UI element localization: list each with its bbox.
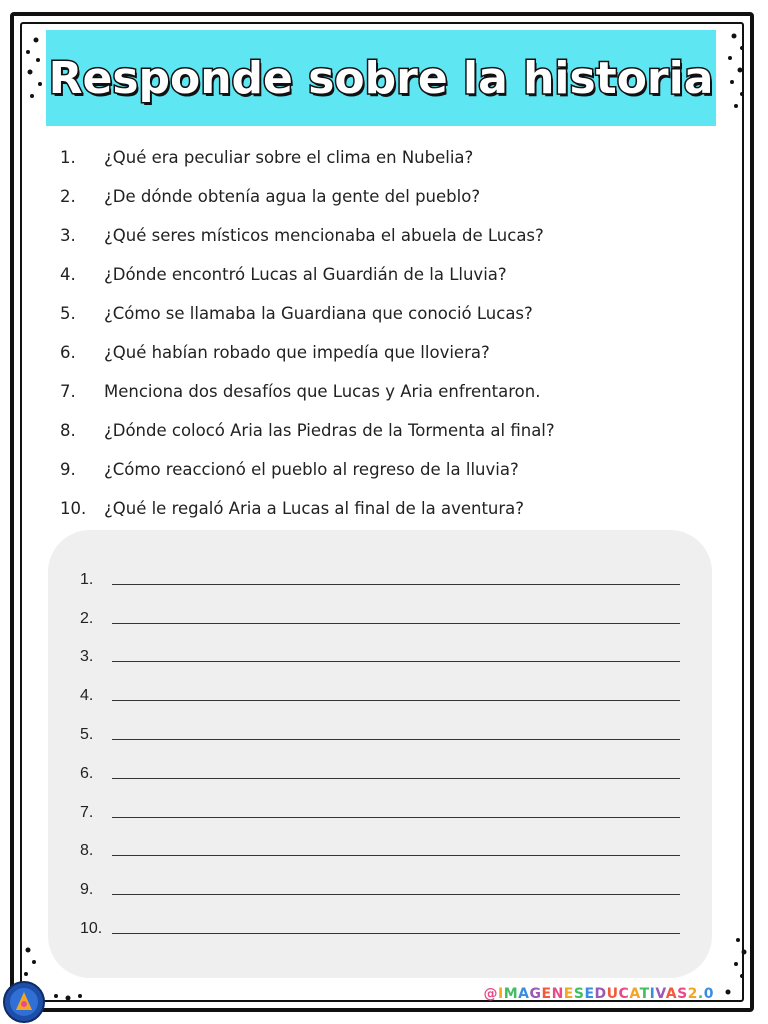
answer-number: 8. — [80, 842, 94, 860]
answer-line[interactable] — [112, 678, 680, 701]
question-number: 8. — [60, 421, 76, 440]
answer-number: 3. — [80, 648, 94, 666]
answer-row — [80, 591, 680, 630]
question-item — [60, 450, 720, 489]
question-number: 1. — [60, 148, 76, 167]
answer-row — [80, 630, 680, 669]
question-text: ¿Cómo reaccionó el pueblo al regreso de la lluvia? — [104, 460, 519, 479]
question-number: 5. — [60, 304, 76, 323]
answer-line[interactable] — [112, 833, 680, 856]
answer-line[interactable] — [112, 717, 680, 740]
answer-row — [80, 746, 680, 785]
question-text: ¿Qué le regaló Aria a Lucas al final de la aventura? — [104, 499, 525, 518]
answer-line[interactable] — [112, 639, 680, 662]
question-number: 10. — [60, 499, 87, 518]
question-number: 7. — [60, 382, 76, 401]
answer-row — [80, 552, 680, 591]
answer-list — [80, 552, 680, 940]
question-item — [60, 138, 720, 177]
brand-logo-icon — [2, 980, 46, 1024]
answer-number: 7. — [80, 803, 94, 821]
question-item — [60, 177, 720, 216]
question-text: ¿De dónde obtenía agua la gente del pueblo? — [104, 187, 481, 206]
question-list — [60, 138, 720, 528]
answer-number: 5. — [80, 725, 94, 743]
question-text: Menciona dos desafíos que Lucas y Aria enfrentaron. — [104, 382, 541, 401]
question-item — [60, 216, 720, 255]
question-item — [60, 294, 720, 333]
question-item — [60, 411, 720, 450]
answer-row — [80, 785, 680, 824]
question-item — [60, 255, 720, 294]
answer-line[interactable] — [112, 911, 680, 934]
answer-line[interactable] — [112, 872, 680, 895]
answer-number: 6. — [80, 764, 94, 782]
question-number: 3. — [60, 226, 76, 245]
answer-row — [80, 862, 680, 901]
answer-line[interactable] — [112, 601, 680, 624]
answer-line[interactable] — [112, 795, 680, 818]
question-text: ¿Qué era peculiar sobre el clima en Nubelia? — [104, 148, 474, 167]
question-number: 2. — [60, 187, 76, 206]
question-text: ¿Qué habían robado que impedía que lloviera? — [104, 343, 490, 362]
question-number: 6. — [60, 343, 76, 362]
answer-number: 9. — [80, 881, 94, 899]
answer-row — [80, 901, 680, 940]
answer-row — [80, 707, 680, 746]
title-banner — [46, 30, 716, 126]
answer-number: 10. — [80, 919, 103, 937]
question-number: 4. — [60, 265, 76, 284]
question-item — [60, 372, 720, 411]
question-text: ¿Dónde encontró Lucas al Guardián de la Lluvia? — [104, 265, 507, 284]
question-number: 9. — [60, 460, 76, 479]
answer-row — [80, 668, 680, 707]
answer-line[interactable] — [112, 562, 680, 585]
page-title: Responde sobre la historia — [48, 52, 714, 104]
question-text: ¿Cómo se llamaba la Guardiana que conoció Lucas? — [104, 304, 533, 323]
question-text: ¿Qué seres místicos mencionaba el abuela de Lucas? — [104, 226, 544, 245]
watermark-text: @IMAGENESEDUCATIVAS2.0 — [483, 986, 714, 1002]
answer-line[interactable] — [112, 756, 680, 779]
question-item — [60, 489, 720, 528]
answer-number: 2. — [80, 609, 94, 627]
question-item — [60, 333, 720, 372]
answer-number: 1. — [80, 570, 94, 588]
answer-number: 4. — [80, 687, 94, 705]
answer-row — [80, 824, 680, 863]
question-text: ¿Dónde colocó Aria las Piedras de la Tormenta al final? — [104, 421, 555, 440]
